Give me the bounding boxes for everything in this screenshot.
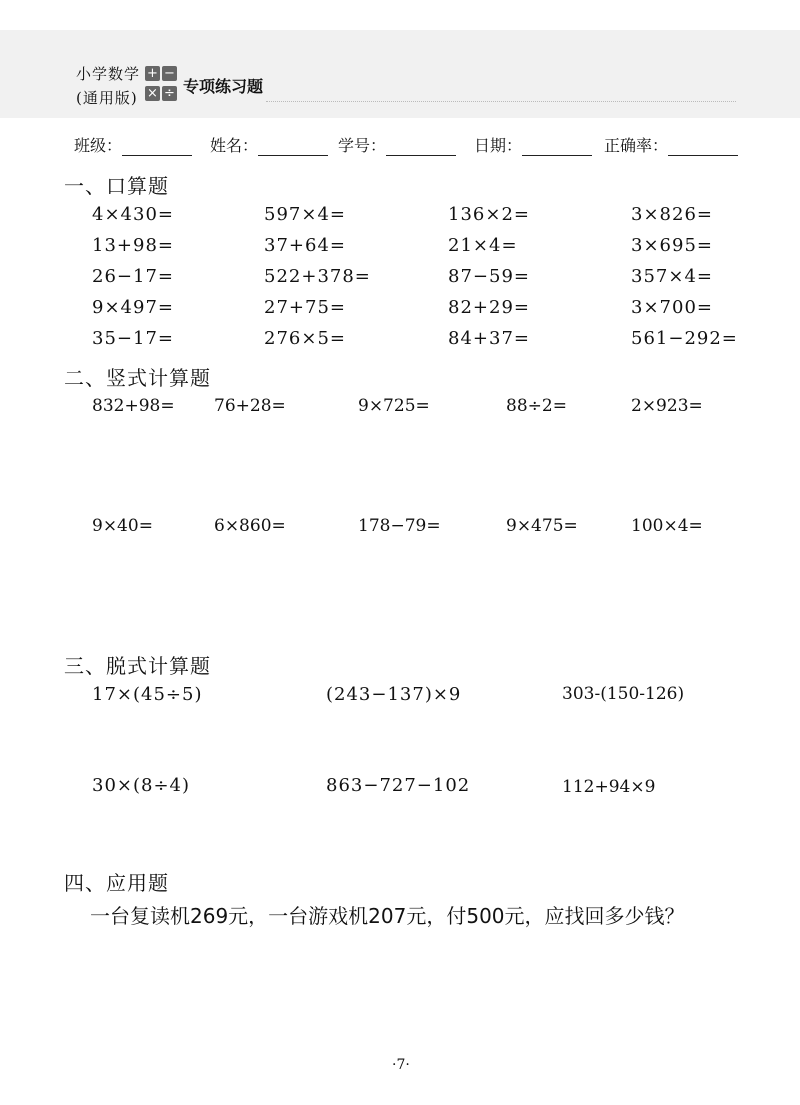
vertical-problem: 9×725=: [358, 396, 430, 416]
vertical-problem: 100×4=: [631, 516, 703, 536]
student-id-label: 学号：: [338, 136, 387, 155]
stepwise-problem: 303-(150-126): [562, 684, 685, 704]
date-blank[interactable]: [522, 139, 592, 156]
oral-problem: 87−59=: [448, 266, 530, 287]
vertical-problem: 6×860=: [214, 516, 286, 536]
accuracy-field[interactable]: [604, 133, 738, 156]
vertical-problem: 832+98=: [92, 396, 175, 416]
times-icon: ×: [145, 86, 160, 101]
oral-problem: 597×4=: [264, 204, 346, 225]
class-field[interactable]: [74, 133, 192, 156]
oral-problem: 3×826=: [631, 204, 713, 225]
vertical-problem: 88÷2=: [506, 396, 567, 416]
operator-icons: [145, 66, 179, 104]
student-id-field[interactable]: [338, 133, 456, 156]
divide-icon: ÷: [162, 86, 177, 101]
minus-icon: −: [162, 66, 177, 81]
vertical-problem: 76+28=: [214, 396, 286, 416]
name-field[interactable]: [210, 133, 328, 156]
date-field[interactable]: [474, 133, 592, 156]
name-label: 姓名：: [210, 136, 259, 155]
oral-problem: 357×4=: [631, 266, 713, 287]
brand-line-1: 小学数学: [76, 65, 141, 83]
oral-problem: 3×700=: [631, 297, 713, 318]
stepwise-problem: 112+94×9: [562, 777, 656, 797]
stepwise-problem: (243−137)×9: [326, 684, 462, 705]
word-problem-text: 一台复读机269元，一台游戏机207元，付500元，应找回多少钱？: [90, 904, 685, 928]
oral-problem: 21×4=: [448, 235, 518, 256]
oral-problem: 276×5=: [264, 328, 346, 349]
oral-problem: 35−17=: [92, 328, 174, 349]
header-divider: [266, 101, 736, 102]
name-blank[interactable]: [258, 139, 328, 156]
brand-line-2: (通用版): [76, 89, 138, 107]
date-label: 日期：: [474, 136, 523, 155]
oral-problem: 84+37=: [448, 328, 530, 349]
class-label: 班级：: [74, 136, 123, 155]
oral-problem: 561−292=: [631, 328, 738, 349]
oral-problem: 522+378=: [264, 266, 371, 287]
plus-icon: +: [145, 66, 160, 81]
stepwise-problem: 17×(45÷5): [92, 684, 203, 705]
stepwise-problem: 863−727−102: [326, 775, 471, 796]
accuracy-label: 正确率：: [604, 136, 669, 155]
section-1-title: 一、口算题: [64, 174, 169, 198]
page-number: ·7·: [392, 1057, 410, 1073]
oral-problem: 27+75=: [264, 297, 346, 318]
brand-label: [76, 62, 140, 110]
oral-problem: 136×2=: [448, 204, 530, 225]
oral-problem: 9×497=: [92, 297, 174, 318]
oral-problem: 3×695=: [631, 235, 713, 256]
oral-problem: 82+29=: [448, 297, 530, 318]
oral-problem: 37+64=: [264, 235, 346, 256]
oral-problem: 4×430=: [92, 204, 174, 225]
vertical-problem: 9×40=: [92, 516, 153, 536]
oral-problem: 13+98=: [92, 235, 174, 256]
stepwise-problem: 30×(8÷4): [92, 775, 191, 796]
section-2-title: 二、竖式计算题: [64, 366, 211, 390]
accuracy-blank[interactable]: [668, 139, 738, 156]
section-4-title: 四、应用题: [64, 871, 169, 895]
class-blank[interactable]: [122, 139, 192, 156]
vertical-problem: 9×475=: [506, 516, 578, 536]
oral-problem: 26−17=: [92, 266, 174, 287]
vertical-problem: 178−79=: [358, 516, 441, 536]
worksheet-title: 专项练习题: [183, 77, 264, 96]
student-id-blank[interactable]: [386, 139, 456, 156]
section-3-title: 三、脱式计算题: [64, 654, 211, 678]
vertical-problem: 2×923=: [631, 396, 703, 416]
